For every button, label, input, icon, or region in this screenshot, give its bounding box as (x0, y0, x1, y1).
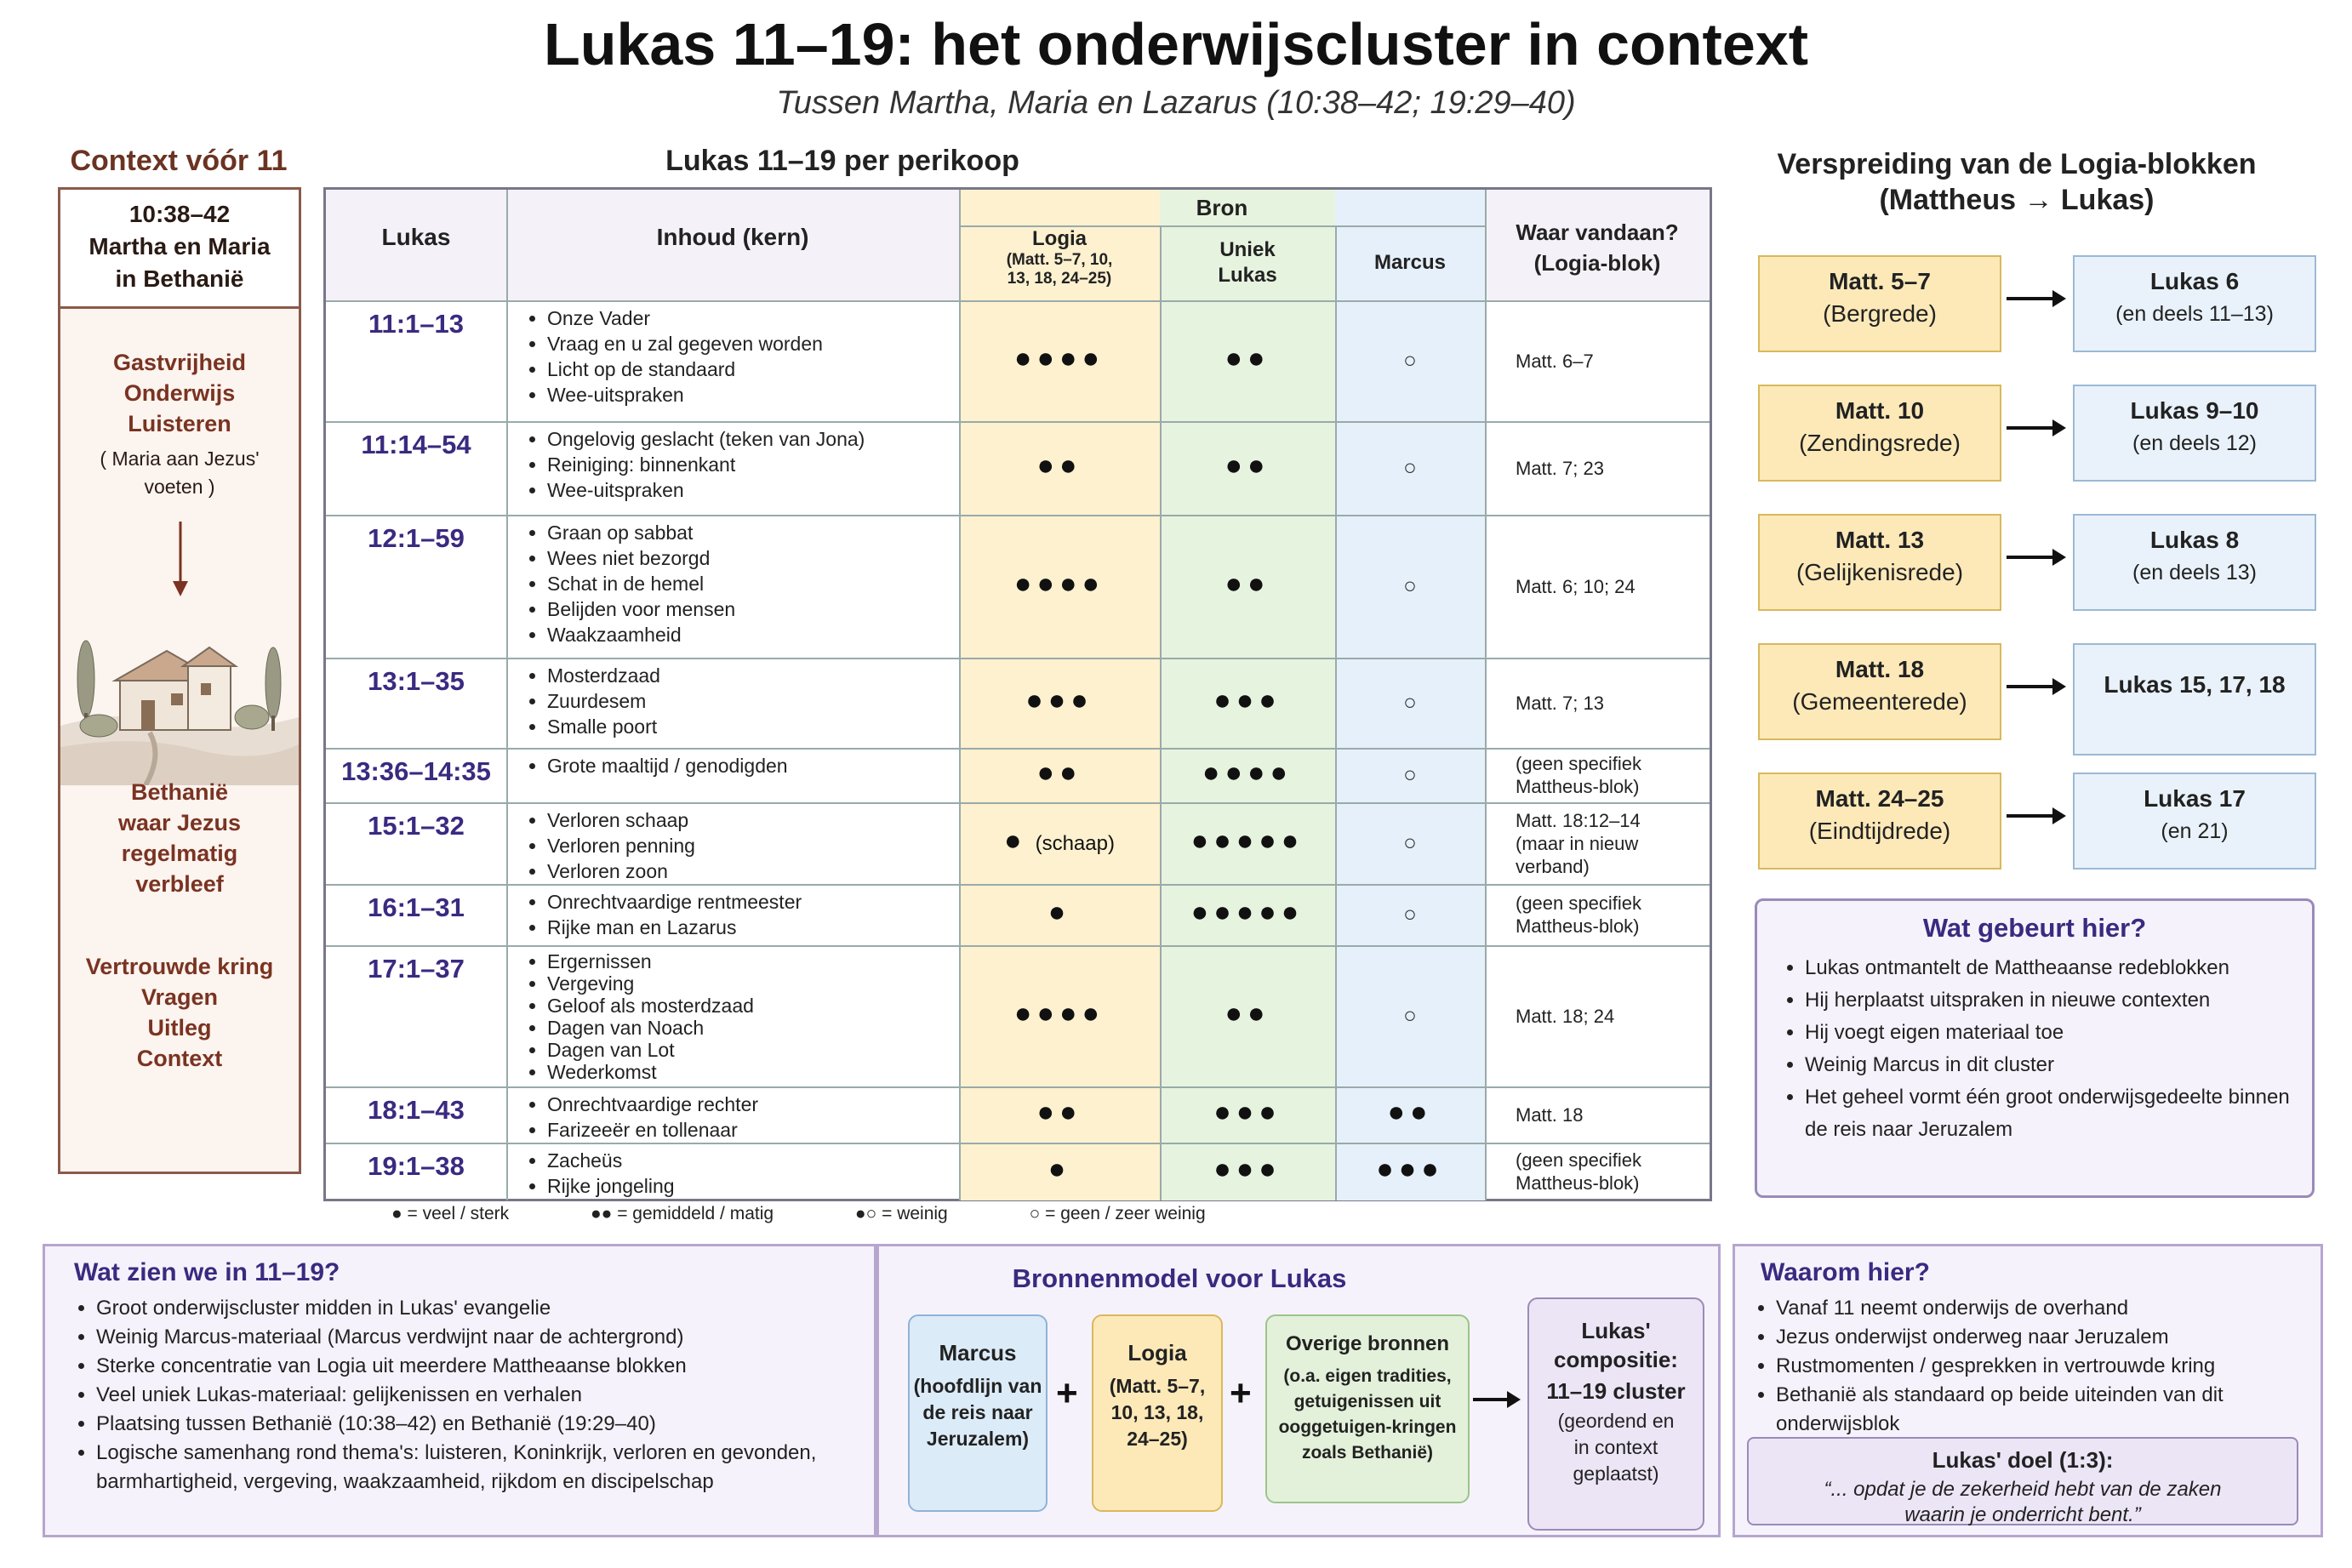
row-content-item: • Verloren schaap (547, 807, 973, 833)
column-divider (1485, 190, 1487, 1200)
model-composition-title: compositie: (1554, 1347, 1678, 1372)
row-divider (326, 1086, 1710, 1088)
list-item: • Sterke concentratie van Logia uit meerdere Mattheaanse blokken (96, 1352, 896, 1381)
what-we-see-panel (43, 1244, 876, 1537)
legend-item: ○ = geen / zeer weinig (1029, 1204, 1206, 1223)
marcus-strength: ●●● (1376, 1153, 1444, 1185)
why-here-heading: Waarom hier? (1761, 1258, 1930, 1286)
row-content-item: • Geloof als mosterdzaad (547, 995, 973, 1017)
model-composition-title: 11–19 cluster (1546, 1378, 1686, 1404)
row-content-item: • Schat in de hemel (547, 571, 973, 596)
model-composition-box (1527, 1297, 1704, 1531)
header-uniek-line: Uniek (1219, 238, 1276, 261)
uniek-strength: ●● (1225, 449, 1270, 482)
row-source (1516, 1103, 1704, 1126)
logia-dots: ●● (1036, 1096, 1082, 1128)
model-composition-line: geplaatst) (1573, 1463, 1659, 1485)
what-we-see-heading: Wat zien we in 11–19? (74, 1258, 340, 1286)
uniek-strength: ●●● (1213, 1153, 1282, 1185)
matthew-block-line: Matt. 13 (1835, 527, 1925, 553)
luke-block-line: Lukas 8 (2149, 527, 2240, 553)
model-overig-line: getuigenissen uit (1293, 1392, 1441, 1411)
row-content-item: • Vergeving (547, 972, 973, 995)
perikoop-table (323, 187, 1712, 1201)
row-content-list (522, 950, 973, 1083)
logia-dots: ● (1048, 896, 1071, 928)
row-content-item: • Dagen van Lot (547, 1039, 973, 1061)
header-uniek (1160, 237, 1335, 288)
matthew-block-line: Matt. 10 (1835, 397, 1925, 424)
distribution-heading-line: (Mattheus → Lukas) (1879, 184, 2155, 216)
row-content-item: • Mosterdzaad (547, 663, 973, 688)
marcus-strength: ○ (1403, 761, 1417, 787)
row-source (1516, 350, 1704, 373)
uniek-strength: ●●●●● (1190, 896, 1304, 928)
right-arrow-icon (2001, 286, 2069, 311)
list-item: • Groot onderwijscluster midden in Lukas' evangelie (96, 1294, 896, 1323)
uniek-strength: ●●● (1213, 684, 1282, 716)
lukas-goal-heading: Lukas' doel (1:3): (1932, 1447, 2114, 1473)
luke-block-line: (en 21) (2161, 819, 2229, 843)
list-item: • Logische samenhang rond thema's: luisteren, Koninkrijk, verloren en gevonden, barmhartigheid, vergeving, waakzaamheid, rijkdom en discipelschap (96, 1439, 896, 1497)
model-logia-line: 10, 13, 18, (1110, 1401, 1204, 1423)
luke-block-line: Lukas 9–10 (2130, 397, 2259, 424)
luke-block (2073, 255, 2316, 352)
matthew-block-line: Matt. 24–25 (1815, 785, 1944, 812)
row-source-line: (geen specifiek (1516, 1149, 1641, 1171)
row-content-list (522, 889, 973, 940)
row-source-line: Mattheus-blok) (1516, 1172, 1640, 1194)
list-item: • Bethanië als standaard op beide uiteinden van dit onderwijsblok (1776, 1381, 2329, 1439)
row-content-item: • Waakzaamheid (547, 622, 973, 647)
row-source (1516, 809, 1704, 878)
row-content-list (522, 1148, 973, 1199)
row-source-line: verband) (1516, 855, 1590, 877)
row-divider (326, 421, 1710, 423)
row-source-line: Matt. 18 (1516, 1103, 1584, 1126)
model-composition-line: (geordend en (1557, 1410, 1675, 1432)
model-composition-line: in context (1573, 1436, 1658, 1458)
logia-dots: ● (1048, 1153, 1071, 1185)
list-item: • Lukas ontmantelt de Mattheaanse redeblokken (1805, 952, 2315, 984)
header-waar-line: (Logia-blok) (1533, 250, 1661, 276)
context-top-box (60, 190, 299, 309)
row-source-line: (geen specifiek (1516, 753, 1641, 774)
row-content-item: • Farizeeër en tollenaar (547, 1117, 973, 1143)
row-divider (326, 515, 1710, 516)
row-source-line: Matt. 18; 24 (1516, 1005, 1615, 1027)
context-note (60, 445, 299, 501)
logia-strength (959, 756, 1160, 790)
row-content-item: • Belijden voor mensen (547, 596, 973, 622)
context-note-line: voeten ) (144, 476, 215, 498)
matthew-block-line: (Eindtijdrede) (1808, 818, 1951, 844)
down-arrow-icon (168, 522, 193, 598)
context-heading: Context vóór 11 (70, 145, 288, 177)
row-content-list (522, 305, 973, 408)
row-content-list (522, 663, 973, 739)
marcus-strength: ○ (1403, 1002, 1417, 1028)
legend-item: ●● = gemiddeld / matig (591, 1204, 774, 1223)
model-overig-line: zoals Bethanië) (1301, 1443, 1434, 1463)
header-bron: Bron (1196, 195, 1248, 220)
row-source-line: Matt. 18:12–14 (1516, 809, 1641, 831)
list-item: • Hij herplaatst uitspraken in nieuwe contexten (1805, 984, 2315, 1017)
row-content-item: • Zacheüs (547, 1148, 973, 1173)
logia-strength (959, 824, 1160, 858)
row-content-item: • Grote maaltijd / genodigden (547, 753, 973, 778)
luke-block (2073, 773, 2316, 870)
page-title: Lukas 11–19: het onderwijscluster in context (543, 11, 1809, 77)
list-item: • Jezus onderwijst onderweg naar Jeruzalem (1776, 1323, 2329, 1352)
model-marcus-line: Jeruzalem) (926, 1428, 1030, 1450)
list-item: • Rustmomenten / gesprekken in vertrouwde kring (1776, 1352, 2329, 1381)
context-themes (60, 347, 299, 439)
uniek-strength: ●● (1225, 342, 1270, 374)
header-uniek-line: Lukas (1218, 264, 1277, 287)
luke-block-line: (en deels 12) (2132, 431, 2257, 455)
legend-item: ●○ = weinig (854, 1204, 948, 1223)
header-logia (959, 227, 1160, 288)
row-source-line: Mattheus-blok) (1516, 915, 1640, 937)
matthew-block (1758, 385, 2001, 482)
logia-strength (959, 342, 1160, 375)
table-heading: Lukas 11–19 per perikoop (665, 145, 1019, 177)
model-overig-line: (o.a. eigen tradities, (1283, 1366, 1452, 1386)
header-divider (959, 225, 1485, 227)
what-happens-panel (1755, 898, 2315, 1198)
row-ref: 16:1–31 (368, 892, 465, 922)
row-source (1516, 1149, 1704, 1195)
matthew-block-line: Matt. 18 (1835, 656, 1925, 682)
lukas-goal-quote-line: “... opdat je de zekerheid hebt van de zaken (1824, 1478, 2222, 1501)
logia-dots: ●● (1036, 449, 1082, 482)
row-divider (326, 658, 1710, 659)
header-waar-line: Waar vandaan? (1516, 220, 1679, 245)
logia-strength (959, 997, 1160, 1030)
row-divider (326, 884, 1710, 886)
row-content-item: • Licht op de standaard (547, 356, 973, 382)
lukas-goal-box (1747, 1437, 2298, 1525)
context-bethanie (60, 777, 299, 899)
row-source-line: (maar in nieuw (1516, 832, 1639, 854)
model-logia-line: (Matt. 5–7, (1109, 1375, 1206, 1397)
marcus-strength: ○ (1403, 454, 1417, 480)
right-arrow-icon (2001, 545, 2069, 570)
model-overig-box (1265, 1314, 1470, 1503)
uniek-strength: ●●● (1213, 1096, 1282, 1128)
logia-strength (959, 1096, 1160, 1129)
row-content-list (522, 753, 973, 778)
model-overig-title: Overige bronnen (1285, 1332, 1450, 1355)
row-content-item: • Ergernissen (547, 950, 973, 972)
context-bethanie-line: verbleef (135, 871, 224, 897)
luke-block (2073, 514, 2316, 611)
row-ref: 13:1–35 (368, 666, 465, 696)
row-content-item: • Dagen van Noach (547, 1017, 973, 1039)
row-source-line: Matt. 6–7 (1516, 350, 1594, 372)
logia-dots: ● (1004, 824, 1027, 857)
why-here-panel (1733, 1244, 2323, 1537)
row-content-item: • Wee-uitspraken (547, 477, 973, 503)
luke-block-line: (en deels 13) (2132, 561, 2257, 584)
row-content-item: • Wederkomst (547, 1061, 973, 1083)
header-logia-title: Logia (1032, 227, 1087, 250)
marcus-strength: ○ (1403, 347, 1417, 373)
page-subtitle: Tussen Martha, Maria en Lazarus (10:38–42; 19:29–40) (776, 85, 1576, 121)
why-here-list (1757, 1294, 2329, 1439)
matthew-block-line: (Zendingsrede) (1799, 430, 1961, 456)
row-content-list (522, 807, 973, 884)
source-model-heading: Bronnenmodel voor Lukas (1012, 1263, 1347, 1293)
row-content-item: • Graan op sabbat (547, 520, 973, 545)
list-item: • Weinig Marcus-materiaal (Marcus verdwijnt naar de achtergrond) (96, 1323, 896, 1352)
context-panel (58, 187, 301, 1174)
context-kring (60, 951, 299, 1074)
row-source (1516, 1005, 1704, 1028)
row-ref: 11:1–13 (368, 309, 465, 339)
model-logia-box (1092, 1314, 1223, 1512)
plus-sign: + (1230, 1372, 1252, 1414)
model-logia-title: Logia (1127, 1340, 1187, 1366)
marcus-strength: ○ (1403, 573, 1417, 598)
marcus-strength: ●● (1387, 1096, 1433, 1128)
list-item: • Vanaf 11 neemt onderwijs de overhand (1776, 1294, 2329, 1323)
matthew-block-line: (Bergrede) (1823, 300, 1937, 327)
logia-strength (959, 567, 1160, 601)
row-content-item: • Verloren penning (547, 833, 973, 858)
row-content-item: • Smalle poort (547, 714, 973, 739)
what-we-see-list (74, 1294, 896, 1497)
row-divider (326, 802, 1710, 804)
row-content-list (522, 426, 973, 503)
matthew-block (1758, 514, 2001, 611)
row-divider (326, 748, 1710, 750)
right-arrow-icon (2001, 415, 2069, 441)
row-source (1516, 575, 1704, 598)
row-content-item: • Wees niet bezorgd (547, 545, 973, 571)
row-source-line: Matt. 7; 23 (1516, 457, 1604, 479)
row-divider (326, 1143, 1710, 1144)
row-content-item: • Reiniging: binnenkant (547, 452, 973, 477)
table-legend (391, 1204, 1583, 1224)
logia-dots: ●●●● (1013, 567, 1105, 600)
row-ref: 12:1–59 (368, 523, 465, 553)
context-top-line1: Martha en Maria (88, 233, 271, 259)
what-happens-list (1783, 952, 2315, 1146)
header-logia-sub: 13, 18, 24–25) (1007, 270, 1112, 288)
logia-dots: ●●●● (1013, 997, 1105, 1029)
luke-block (2073, 643, 2316, 755)
context-kring-line: Vertrouwde kring (85, 954, 274, 979)
row-ref: 11:14–54 (361, 430, 471, 459)
logia-dots: ●● (1036, 756, 1082, 789)
lukas-goal-quote (1749, 1477, 2297, 1528)
context-bethanie-line: waar Jezus (117, 810, 242, 835)
what-happens-heading: Wat gebeurt hier? (1922, 913, 2147, 943)
context-bethanie-line: regelmatig (121, 841, 238, 866)
row-content-list (522, 520, 973, 647)
context-theme: Luisteren (128, 411, 231, 436)
row-source (1516, 892, 1704, 938)
header-lukas: Lukas (381, 224, 451, 250)
row-divider (326, 945, 1710, 947)
model-marcus-line: (hoofdlijn van (913, 1375, 1042, 1397)
header-inhoud: Inhoud (kern) (656, 224, 809, 250)
row-content-item: • Onrechtvaardige rechter (547, 1092, 973, 1117)
list-item: • Hij voegt eigen materiaal toe (1805, 1017, 2315, 1049)
row-content-item: • Verloren zoon (547, 858, 973, 884)
logia-strength (959, 449, 1160, 482)
context-note-line: ( Maria aan Jezus' (100, 448, 260, 470)
legend-item: ● = veel / sterk (391, 1204, 510, 1223)
right-arrow-icon (2001, 674, 2069, 699)
matthew-block-line: (Gemeenterede) (1792, 688, 1967, 715)
matthew-block-line: Matt. 5–7 (1829, 268, 1931, 294)
row-ref: 17:1–37 (368, 954, 465, 984)
row-source (1516, 457, 1704, 480)
context-bethanie-line: Bethanië (130, 779, 229, 805)
uniek-strength: ●●●●● (1190, 824, 1304, 857)
matthew-block (1758, 255, 2001, 352)
model-marcus-box (908, 1314, 1048, 1512)
matthew-block (1758, 773, 2001, 870)
row-ref: 13:36–14:35 (341, 756, 491, 786)
row-content-item: • Zuurdesem (547, 688, 973, 714)
logia-strength (959, 1153, 1160, 1186)
context-kring-line: Uitleg (147, 1015, 212, 1041)
marcus-strength: ○ (1403, 901, 1417, 927)
distribution-heading-line: Verspreiding van de Logia-blokken (1777, 148, 2257, 180)
context-top-line2: in Bethanië (115, 265, 244, 292)
row-content-list (522, 1092, 973, 1143)
row-source-line: Mattheus-blok) (1516, 776, 1640, 797)
row-ref: 18:1–43 (368, 1095, 465, 1125)
source-model-panel (876, 1244, 1721, 1537)
list-item: • Weinig Marcus in dit cluster (1805, 1049, 2315, 1081)
model-composition-title: Lukas' (1581, 1318, 1651, 1343)
row-ref: 19:1–38 (368, 1151, 465, 1181)
luke-block-line: Lukas 17 (2144, 785, 2246, 812)
logia-strength (959, 896, 1160, 929)
row-content-item: • Wee-uitspraken (547, 382, 973, 408)
row-ref: 15:1–32 (368, 811, 465, 841)
header-marcus: Marcus (1373, 251, 1447, 274)
logia-dots: ●●●● (1013, 342, 1105, 374)
row-source (1516, 692, 1704, 715)
row-source-line: (geen specifiek (1516, 892, 1641, 914)
distribution-heading (1744, 146, 2289, 218)
row-source-line: Matt. 7; 13 (1516, 692, 1604, 714)
context-kring-line: Context (136, 1046, 223, 1071)
logia-dots: ●●● (1025, 684, 1093, 716)
uniek-strength: ●●●● (1202, 756, 1293, 789)
matthew-block (1758, 643, 2001, 740)
luke-block-line: Lukas 15, 17, 18 (2104, 671, 2286, 698)
row-content-item: • Onrechtvaardige rentmeester (547, 889, 973, 915)
uniek-strength: ●● (1225, 997, 1270, 1029)
row-content-item: • Ongelovig geslacht (teken van Jona) (547, 426, 973, 452)
header-waar (1485, 217, 1710, 278)
row-content-item: • Rijke man en Lazarus (547, 915, 973, 940)
header-logia-sub: (Matt. 5–7, 10, (1006, 251, 1113, 269)
column-divider (506, 190, 508, 1200)
plus-sign: + (1056, 1372, 1078, 1414)
lukas-goal-quote-line: waarin je onderricht bent.” (1904, 1503, 2141, 1526)
row-content-item: • Vraag en u zal gegeven worden (547, 331, 973, 356)
list-item: • Veel uniek Lukas-materiaal: gelijkenissen en verhalen (96, 1381, 896, 1410)
logia-note: (schaap) (1035, 832, 1115, 855)
bethany-village-illustration (60, 598, 299, 785)
row-content-item: • Onze Vader (547, 305, 973, 331)
luke-block-line: (en deels 11–13) (2115, 302, 2274, 326)
luke-block (2073, 385, 2316, 482)
model-marcus-line: de reis naar (922, 1401, 1033, 1423)
list-item: • Plaatsing tussen Bethanië (10:38–42) en Bethanië (19:29–40) (96, 1410, 896, 1439)
row-source (1516, 752, 1704, 798)
header-divider (326, 300, 1710, 302)
model-overig-line: ooggetuigen-kringen (1278, 1417, 1457, 1437)
marcus-strength: ○ (1403, 689, 1417, 715)
row-content-item: • Rijke jongeling (547, 1173, 973, 1199)
logia-strength (959, 684, 1160, 717)
context-theme: Onderwijs (123, 380, 236, 406)
context-theme: Gastvrijheid (112, 350, 247, 375)
model-marcus-title: Marcus (939, 1340, 1017, 1366)
matthew-block-line: (Gelijkenisrede) (1795, 559, 1964, 585)
luke-block-line: Lukas 6 (2149, 268, 2240, 294)
list-item: • Het geheel vormt één groot onderwijsgedeelte binnen de reis naar Jeruzalem (1805, 1081, 2315, 1146)
context-top-ref: 10:38–42 (128, 201, 231, 227)
row-source-line: Matt. 6; 10; 24 (1516, 575, 1636, 597)
uniek-strength: ●● (1225, 567, 1270, 600)
marcus-strength: ○ (1403, 830, 1417, 855)
right-arrow-icon (2001, 803, 2069, 829)
context-kring-line: Vragen (140, 984, 219, 1010)
model-logia-line: 24–25) (1127, 1428, 1188, 1450)
right-arrow-icon (1471, 1387, 1522, 1412)
